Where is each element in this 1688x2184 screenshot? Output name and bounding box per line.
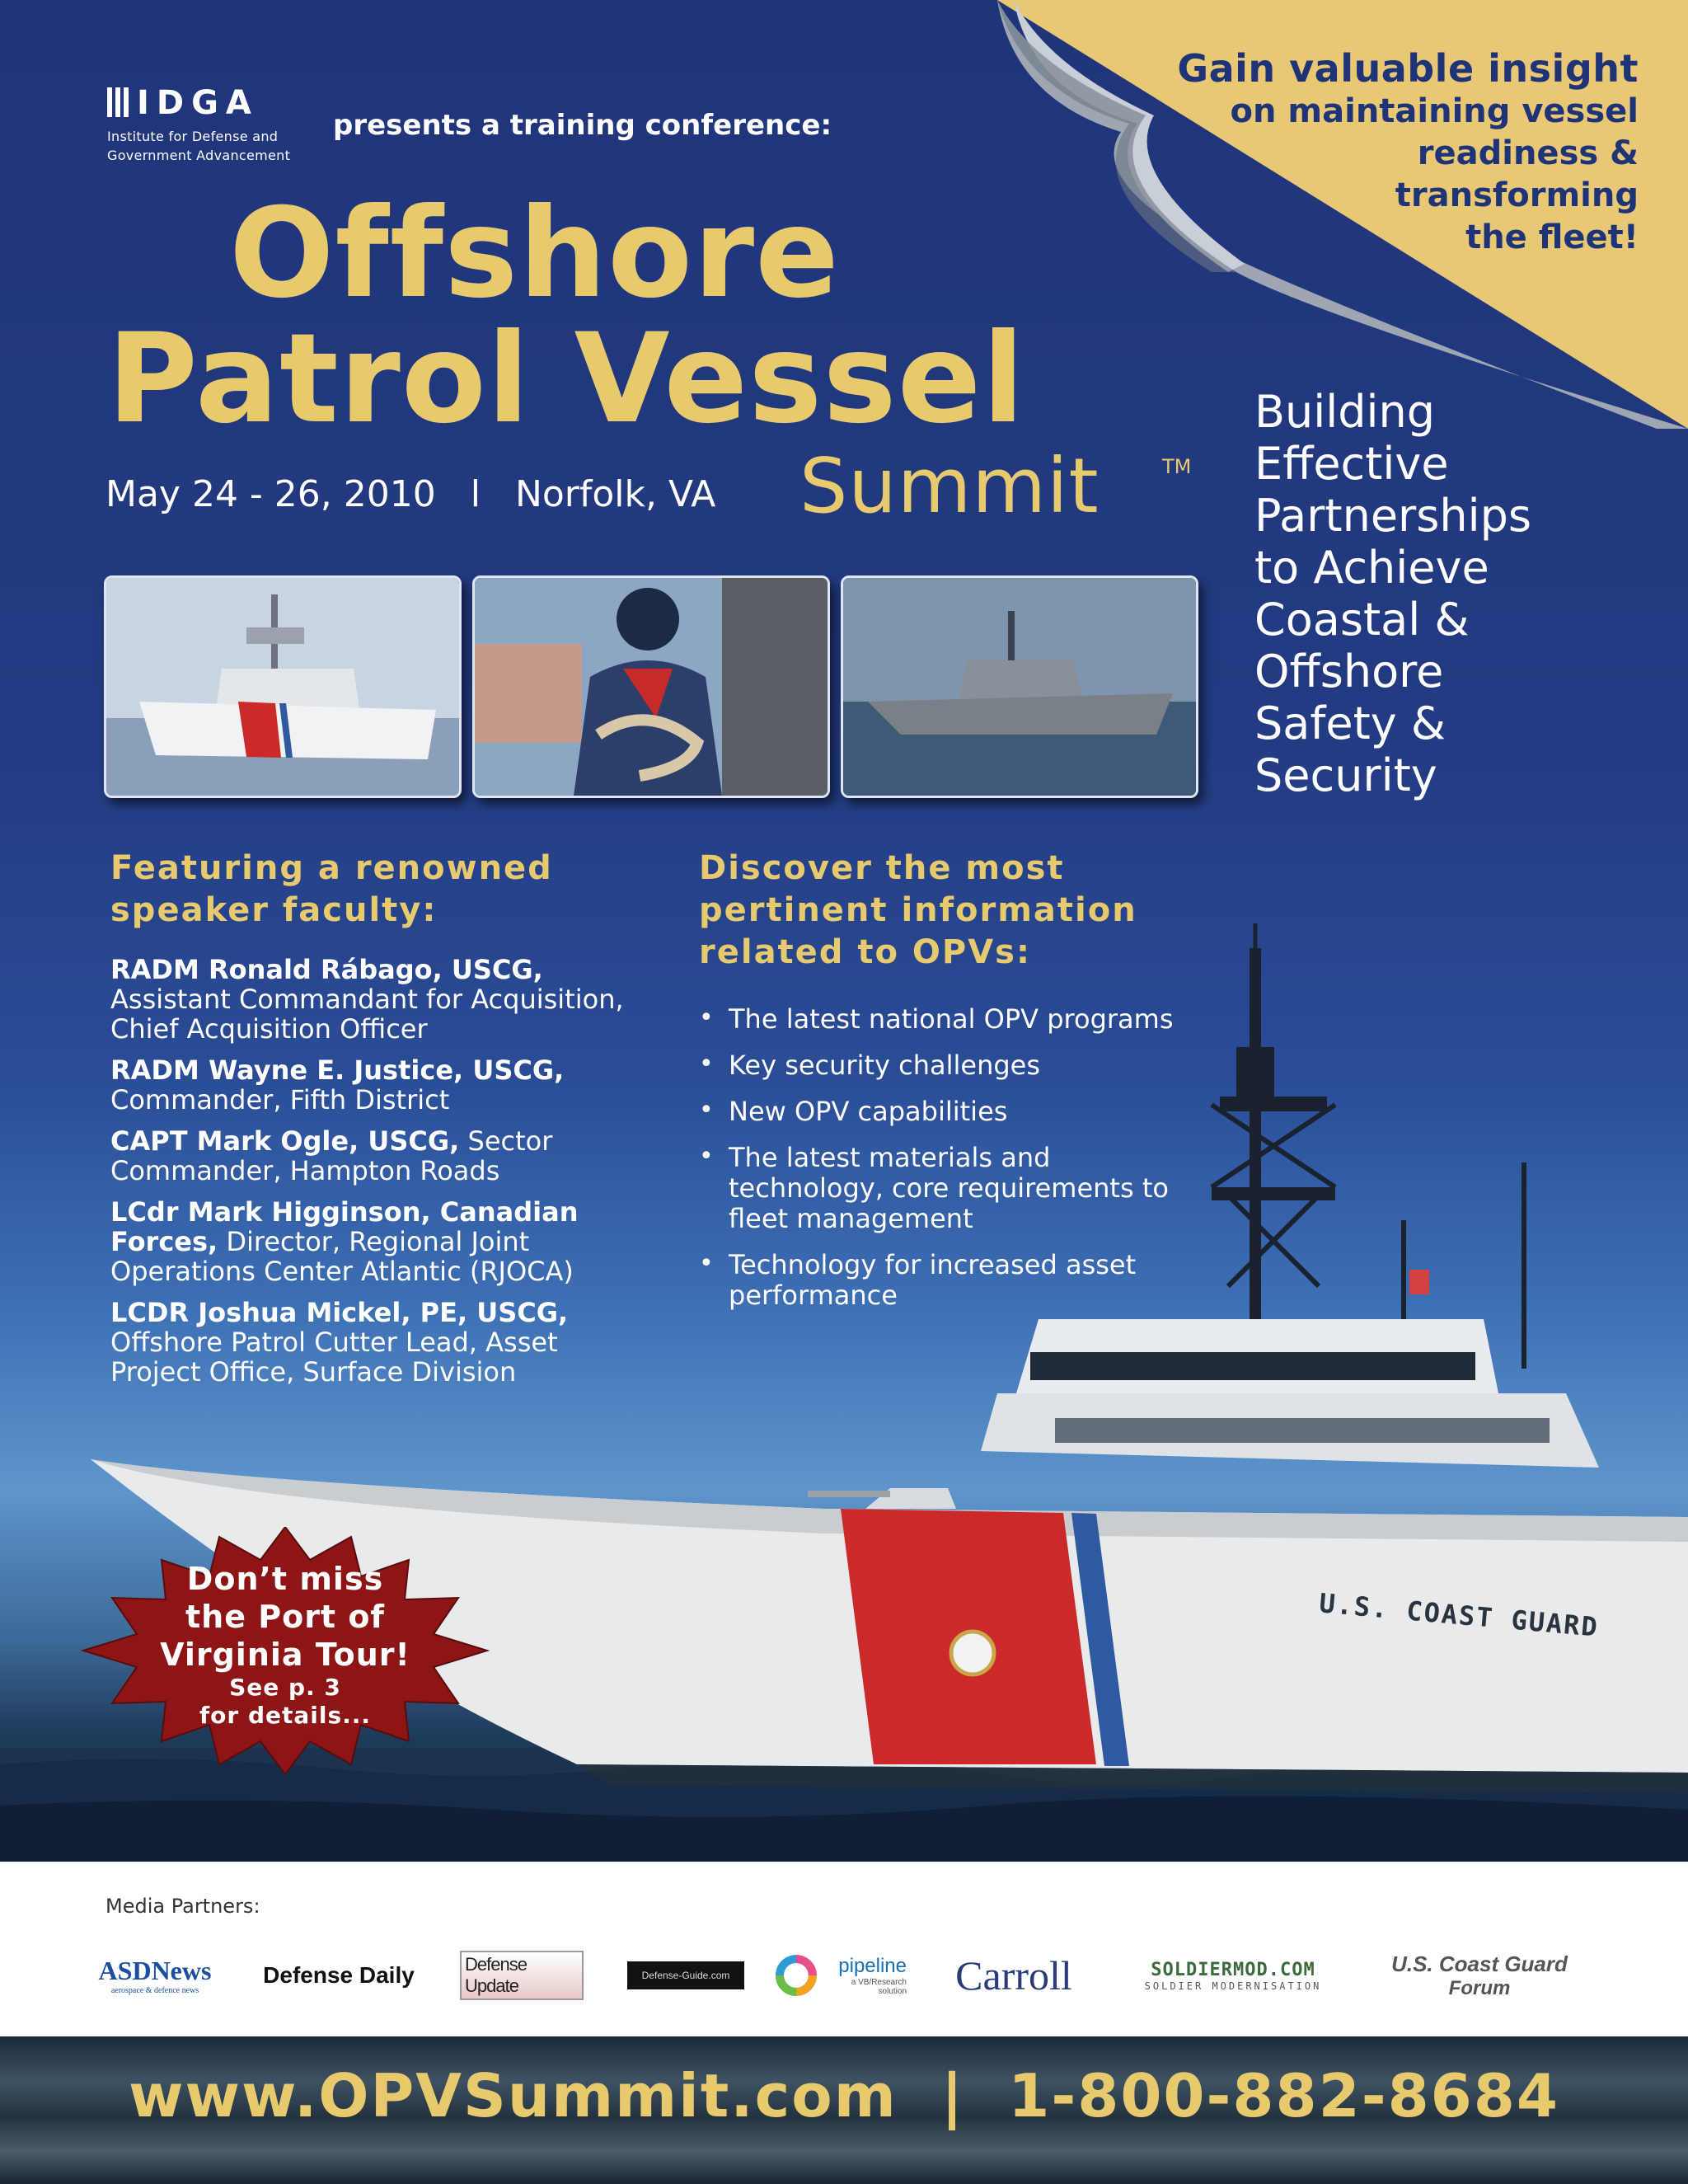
tagline-line: Coastal & (1254, 594, 1470, 646)
discover-heading (699, 848, 1137, 974)
presents-text: presents a training conference: (333, 109, 832, 142)
discover-list (699, 1004, 1177, 1327)
discover-item: • Technology for increased asset performance (699, 1250, 1177, 1311)
speaker-entry (110, 1298, 646, 1387)
discover-item: • Key security challenges (699, 1050, 1177, 1081)
logo-uscg-forum[interactable] (1368, 1952, 1591, 1998)
logo-uscg-forum-text: U.S. Coast Guard (1391, 1951, 1568, 1976)
discover-heading-line3: related to OPVs: (699, 933, 1031, 971)
tagline (1254, 386, 1531, 801)
photo-sailor-with-rope (472, 575, 830, 798)
idga-subtitle-1: Institute for Defense and (107, 129, 279, 144)
speaker-role: Assistant Commandant for Acquisition, Chief Acquisition Officer (110, 984, 624, 1045)
idga-bars-icon (107, 87, 132, 125)
corner-callout (1177, 46, 1639, 259)
tagline-line: Effective (1254, 438, 1449, 490)
burst-line4: See p. 3 (229, 1674, 341, 1701)
footer-separator: | (940, 2061, 965, 2130)
logo-defense-daily-text: Defense Daily (263, 1962, 415, 1988)
discover-item: • New OPV capabilities (699, 1097, 1177, 1127)
corner-callout-line3: readiness & (1417, 134, 1639, 172)
speaker-role: Director, Regional Joint Operations Center Atlantic (RJOCA) (110, 1226, 574, 1287)
tagline-line: Security (1254, 749, 1437, 801)
event-separator: l (470, 473, 481, 515)
speaker-name: RADM Wayne E. Justice, USCG, (110, 1054, 565, 1086)
logo-defense-daily[interactable] (252, 1952, 425, 1998)
logo-pipeline-text: pipeline (838, 1955, 907, 1977)
burst-line5: for details... (199, 1702, 372, 1729)
tagline-line: Safety & (1254, 697, 1447, 749)
logo-defense-guide[interactable] (620, 1952, 752, 1998)
tagline-line: Offshore (1254, 646, 1444, 697)
speaker-entry (110, 1055, 646, 1115)
ship-hull-text: U.S. COAST GUARD (1317, 1587, 1601, 1643)
title-line-3: Summit (799, 442, 1100, 530)
logo-defense-update-text: Defense Update (460, 1951, 584, 2000)
speaker-entry (110, 955, 646, 1044)
event-dates: May 24 - 26, 2010 (106, 473, 436, 515)
pipeline-ring-icon (775, 1954, 818, 1997)
burst-line1: Don’t miss (186, 1561, 384, 1597)
media-partners-band (0, 1862, 1688, 2036)
footer-url[interactable]: www.OPVSummit.com (129, 2061, 898, 2130)
corner-callout-line4: transforming (1395, 176, 1639, 214)
faculty-heading-line2: speaker faculty: (110, 891, 438, 929)
speaker-name: LCDR Joshua Mickel, PE, USCG, (110, 1297, 569, 1328)
logo-pipeline[interactable] (775, 1952, 907, 1998)
speaker-role: Offshore Patrol Cutter Lead, Asset Project Office, Surface Division (110, 1327, 558, 1388)
media-partners-label: Media Partners: (106, 1895, 260, 1918)
faculty-heading (110, 848, 553, 932)
logo-defense-guide-text: Defense-Guide.com (627, 1961, 745, 1989)
logo-soldiermod-text: SOLDIERMOD.COM (1151, 1959, 1315, 1980)
photo-patrol-vessel-at-sea (841, 575, 1198, 798)
speaker-role: Sector Commander, Hampton Roads (110, 1125, 553, 1186)
speaker-role: Commander, Fifth District (110, 1084, 450, 1115)
starburst-text (145, 1560, 425, 1730)
logo-asdnews-text: ASDNews (98, 1956, 212, 1985)
speaker-name: CAPT Mark Ogle, USCG, (110, 1125, 460, 1157)
event-date-location (106, 473, 715, 515)
logo-pipeline-sub: a VB/Research solution (851, 1978, 907, 1996)
discover-heading-line1: Discover the most (699, 849, 1065, 887)
burst-line3: Virginia Tour! (160, 1637, 410, 1673)
faculty-list (110, 955, 646, 1398)
logo-uscg-forum-sub: Forum (1448, 1976, 1511, 1999)
trademark-mark: TM (1162, 455, 1192, 478)
tagline-line: Partnerships (1254, 490, 1532, 542)
corner-callout-line2: on maintaining vessel (1230, 92, 1639, 130)
logo-soldiermod[interactable] (1109, 1952, 1357, 1998)
logo-carroll-text: Carroll (955, 1952, 1072, 1998)
tagline-line: Building (1254, 386, 1436, 438)
burst-line2: the Port of (185, 1599, 385, 1635)
faculty-heading-line1: Featuring a renowned (110, 849, 553, 887)
logo-asdnews-sub: aerospace & defence news (110, 1986, 199, 1995)
speaker-entry (110, 1197, 646, 1286)
speaker-entry (110, 1126, 646, 1186)
logo-defense-update[interactable] (460, 1952, 584, 1998)
corner-callout-line1: Gain valuable insight (1177, 46, 1639, 91)
footer-contact (0, 2061, 1688, 2130)
discover-heading-line2: pertinent information (699, 891, 1137, 929)
logo-carroll[interactable] (940, 1952, 1088, 1998)
tagline-line: to Achieve (1254, 542, 1489, 594)
logo-asdnews[interactable] (89, 1952, 221, 1998)
idga-logo (107, 84, 290, 163)
photo-cutter-in-port (104, 575, 462, 798)
discover-item: • The latest national OPV programs (699, 1004, 1177, 1035)
idga-name: IDGA (137, 84, 259, 122)
title-line-1: Offshore (229, 182, 840, 326)
logo-soldiermod-sub: SOLDIER MODERNISATION (1144, 1980, 1322, 1992)
footer-phone[interactable]: 1-800-882-8684 (1008, 2061, 1559, 2130)
event-location: Norfolk, VA (514, 473, 716, 515)
speaker-name: RADM Ronald Rábago, USCG, (110, 954, 543, 985)
speaker-name: LCdr Mark Higginson, Canadian Forces, (110, 1196, 579, 1257)
idga-subtitle-2: Government Advancement (107, 148, 291, 163)
corner-callout-line5: the fleet! (1465, 218, 1639, 256)
title-line-2: Patrol Vessel (107, 308, 1025, 451)
discover-item: • The latest materials and technology, core requirements to fleet management (699, 1143, 1177, 1234)
